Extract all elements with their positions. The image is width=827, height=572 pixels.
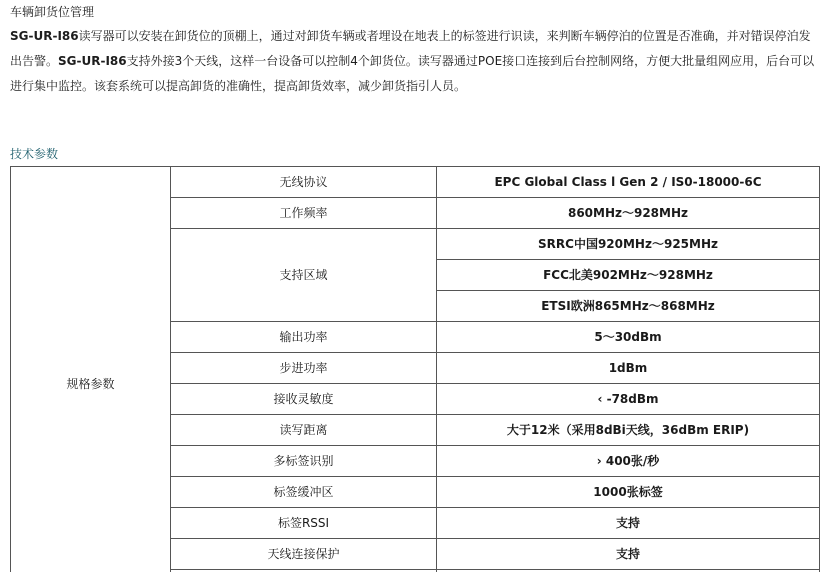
param-value: SRRC中国920MHz～925MHz: [437, 229, 820, 260]
param-value: 1000张标签: [437, 477, 820, 508]
spec-group-label: 规格参数: [11, 167, 171, 572]
section-title-tech-params: 技术参数: [10, 147, 59, 161]
param-value: ETSI欧洲865MHz～868MHz: [437, 291, 820, 322]
param-value: 1dBm: [437, 353, 820, 384]
param-name: 无线协议: [171, 167, 437, 198]
intro-model-2: SG-UR-I86: [58, 54, 127, 68]
intro-text-1: 读写器可以安装在卸货位的顶棚上，通过对卸货车辆或者埋设在地表上的标签进行识读，来判断车辆停泊的位置是否准确，并对错误停泊发出告警。: [10, 29, 811, 68]
param-value: › 400张/秒: [437, 446, 820, 477]
table-row: [11, 167, 820, 198]
param-value: ‹ -78dBm: [437, 384, 820, 415]
intro-model-1: SG-UR-I86: [10, 29, 79, 43]
param-name: 步进功率: [171, 353, 437, 384]
spec-table: [10, 166, 820, 572]
param-name: 工作频率: [171, 198, 437, 229]
param-name: 标签RSSI: [171, 508, 437, 539]
param-name: 标签缓冲区: [171, 477, 437, 508]
param-name: 读写距离: [171, 415, 437, 446]
param-value: EPC Global Class l Gen 2 / IS0-18000-6C: [437, 167, 820, 198]
param-value: FCC北美902MHz～928MHz: [437, 260, 820, 291]
param-value: 支持: [437, 508, 820, 539]
param-name: 支持区域: [171, 229, 437, 322]
intro-paragraph: [10, 24, 818, 99]
param-name: 天线连接保护: [171, 539, 437, 570]
intro-text-2: 支持外接3个天线，这样一台设备可以控制4个卸货位。读写器通过POE接口连接到后台控制网络，方便大批量组网应用，后台可以进行集中监控。该套系统可以提高卸货的准确性，提高卸货效率，减少卸货指引人员。: [10, 54, 815, 93]
param-value: 支持: [437, 539, 820, 570]
param-name: 接收灵敏度: [171, 384, 437, 415]
param-value: 860MHz～928MHz: [437, 198, 820, 229]
param-name: 多标签识别: [171, 446, 437, 477]
param-value: 5～30dBm: [437, 322, 820, 353]
param-value: 大于12米（采用8dBi天线，36dBm ERIP): [437, 415, 820, 446]
param-name: 输出功率: [171, 322, 437, 353]
page-heading: 车辆卸货位管理: [10, 5, 95, 19]
